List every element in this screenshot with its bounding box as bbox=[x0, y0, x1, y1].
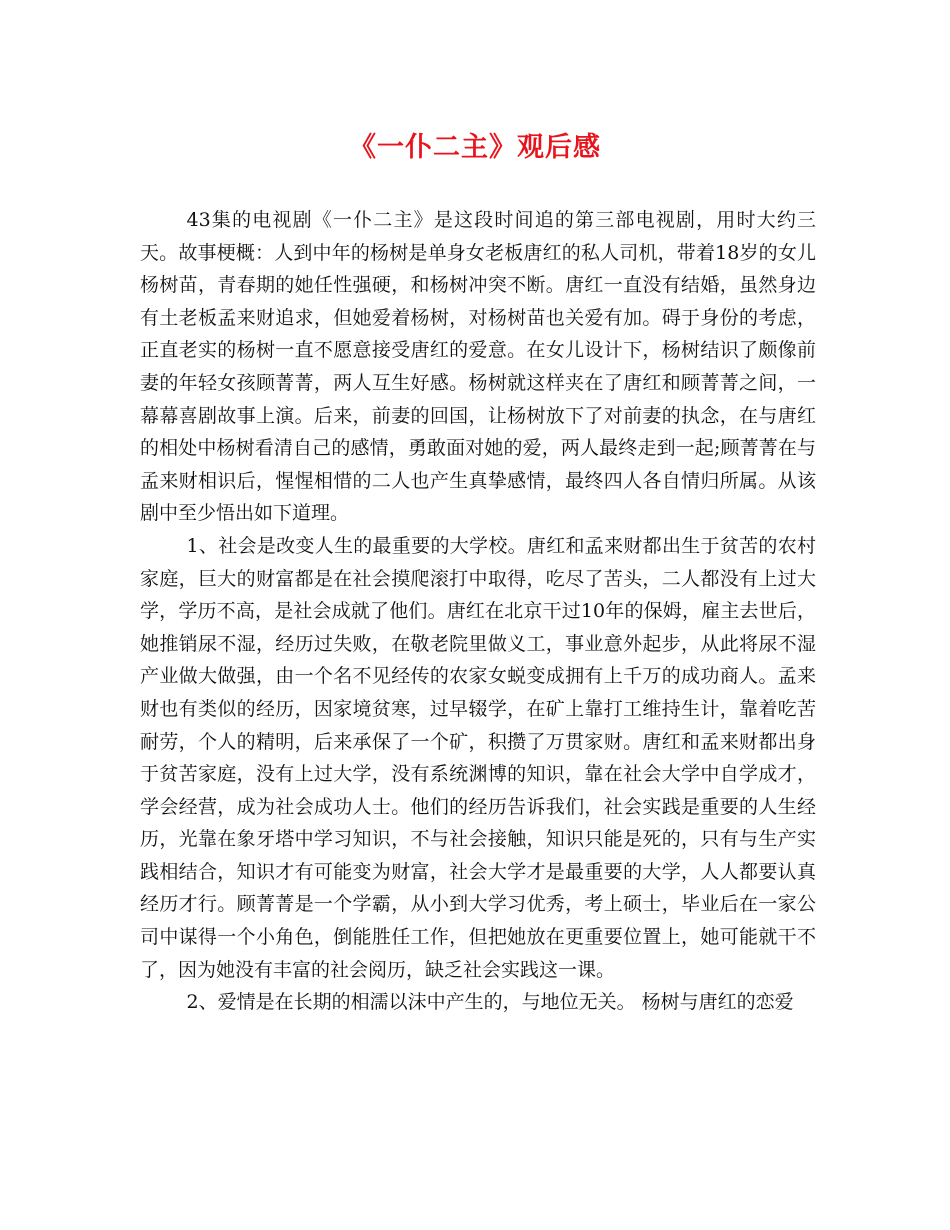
paragraph-point-1: 1、社会是改变人生的最重要的大学校。唐红和孟来财都出生于贫苦的农村家庭，巨大的财富都是在社会摸爬滚打中取得，吃尽了苦头，二人都没有上过大学，学历不高，是社会成就了他们。唐红在北京干过10年的保姆，雇主去世后，她推销尿不湿，经历过失败，在敬老院里做义工，事业意外起步，从此将尿不湿产业做大做强，由一个名不见经传的农家女蜕变成拥有上千万的成功商人。孟来财也有类似的经历，因家境贫寒，过早辍学，在矿上靠打工维持生计，靠着吃苦耐劳，个人的精明，后来承保了一个矿，积攒了万贯家财。唐红和孟来财都出身于贫苦家庭，没有上过大学，没有系统渊博的知识，靠在社会大学中自学成才，学会经营，成为社会成功人士。他们的经历告诉我们，社会实践是重要的人生经历，光靠在象牙塔中学习知识，不与社会接触，知识只能是死的，只有与生产实践相结合，知识才有可能变为财富，社会大学才是最重要的大学，人人都要认真经历才行。顾菁菁是一个学霸，从小到大学习优秀，考上硕士，毕业后在一家公司中谋得一个小角色，倒能胜任工作，但把她放在更重要位置上，她可能就干不了，因为她没有丰富的社会阅历，缺乏社会实践这一课。 bbox=[140, 534, 816, 981]
paragraph-intro: 43集的电视剧《一仆二主》是这段时间追的第三部电视剧，用时大约三天。故事梗概：人到中年的杨树是单身女老板唐红的私人司机，带着18岁的女儿杨树苗，青春期的她任性强硬，和杨树冲突不断。唐红一直没有结婚，虽然身边有土老板孟来财追求，但她爱着杨树，对杨树苗也关爱有加。碍于身份的考虑，正直老实的杨树一直不愿意接受唐红的爱意。在女儿设计下，杨树结识了颇像前妻的年轻女孩顾菁菁，两人互生好感。杨树就这样夹在了唐红和顾菁菁之间，一幕幕喜剧故事上演。后来，前妻的回国，让杨树放下了对前妻的执念，在与唐红的相处中杨树看清自己的感情，勇敢面对她的爱，两人最终走到一起;顾菁菁在与孟来财相识后，惺惺相惜的二人也产生真挚感情，最终四人各自情归所属。从该剧中至少悟出如下道理。 bbox=[140, 209, 816, 525]
paragraph-point-2: 2、爱情是在长期的相濡以沫中产生的，与地位无关。 杨树与唐红的恋爱 bbox=[186, 991, 794, 1014]
document-body bbox=[140, 204, 816, 1019]
document-title: 《一仆二主》观后感 bbox=[349, 132, 601, 163]
